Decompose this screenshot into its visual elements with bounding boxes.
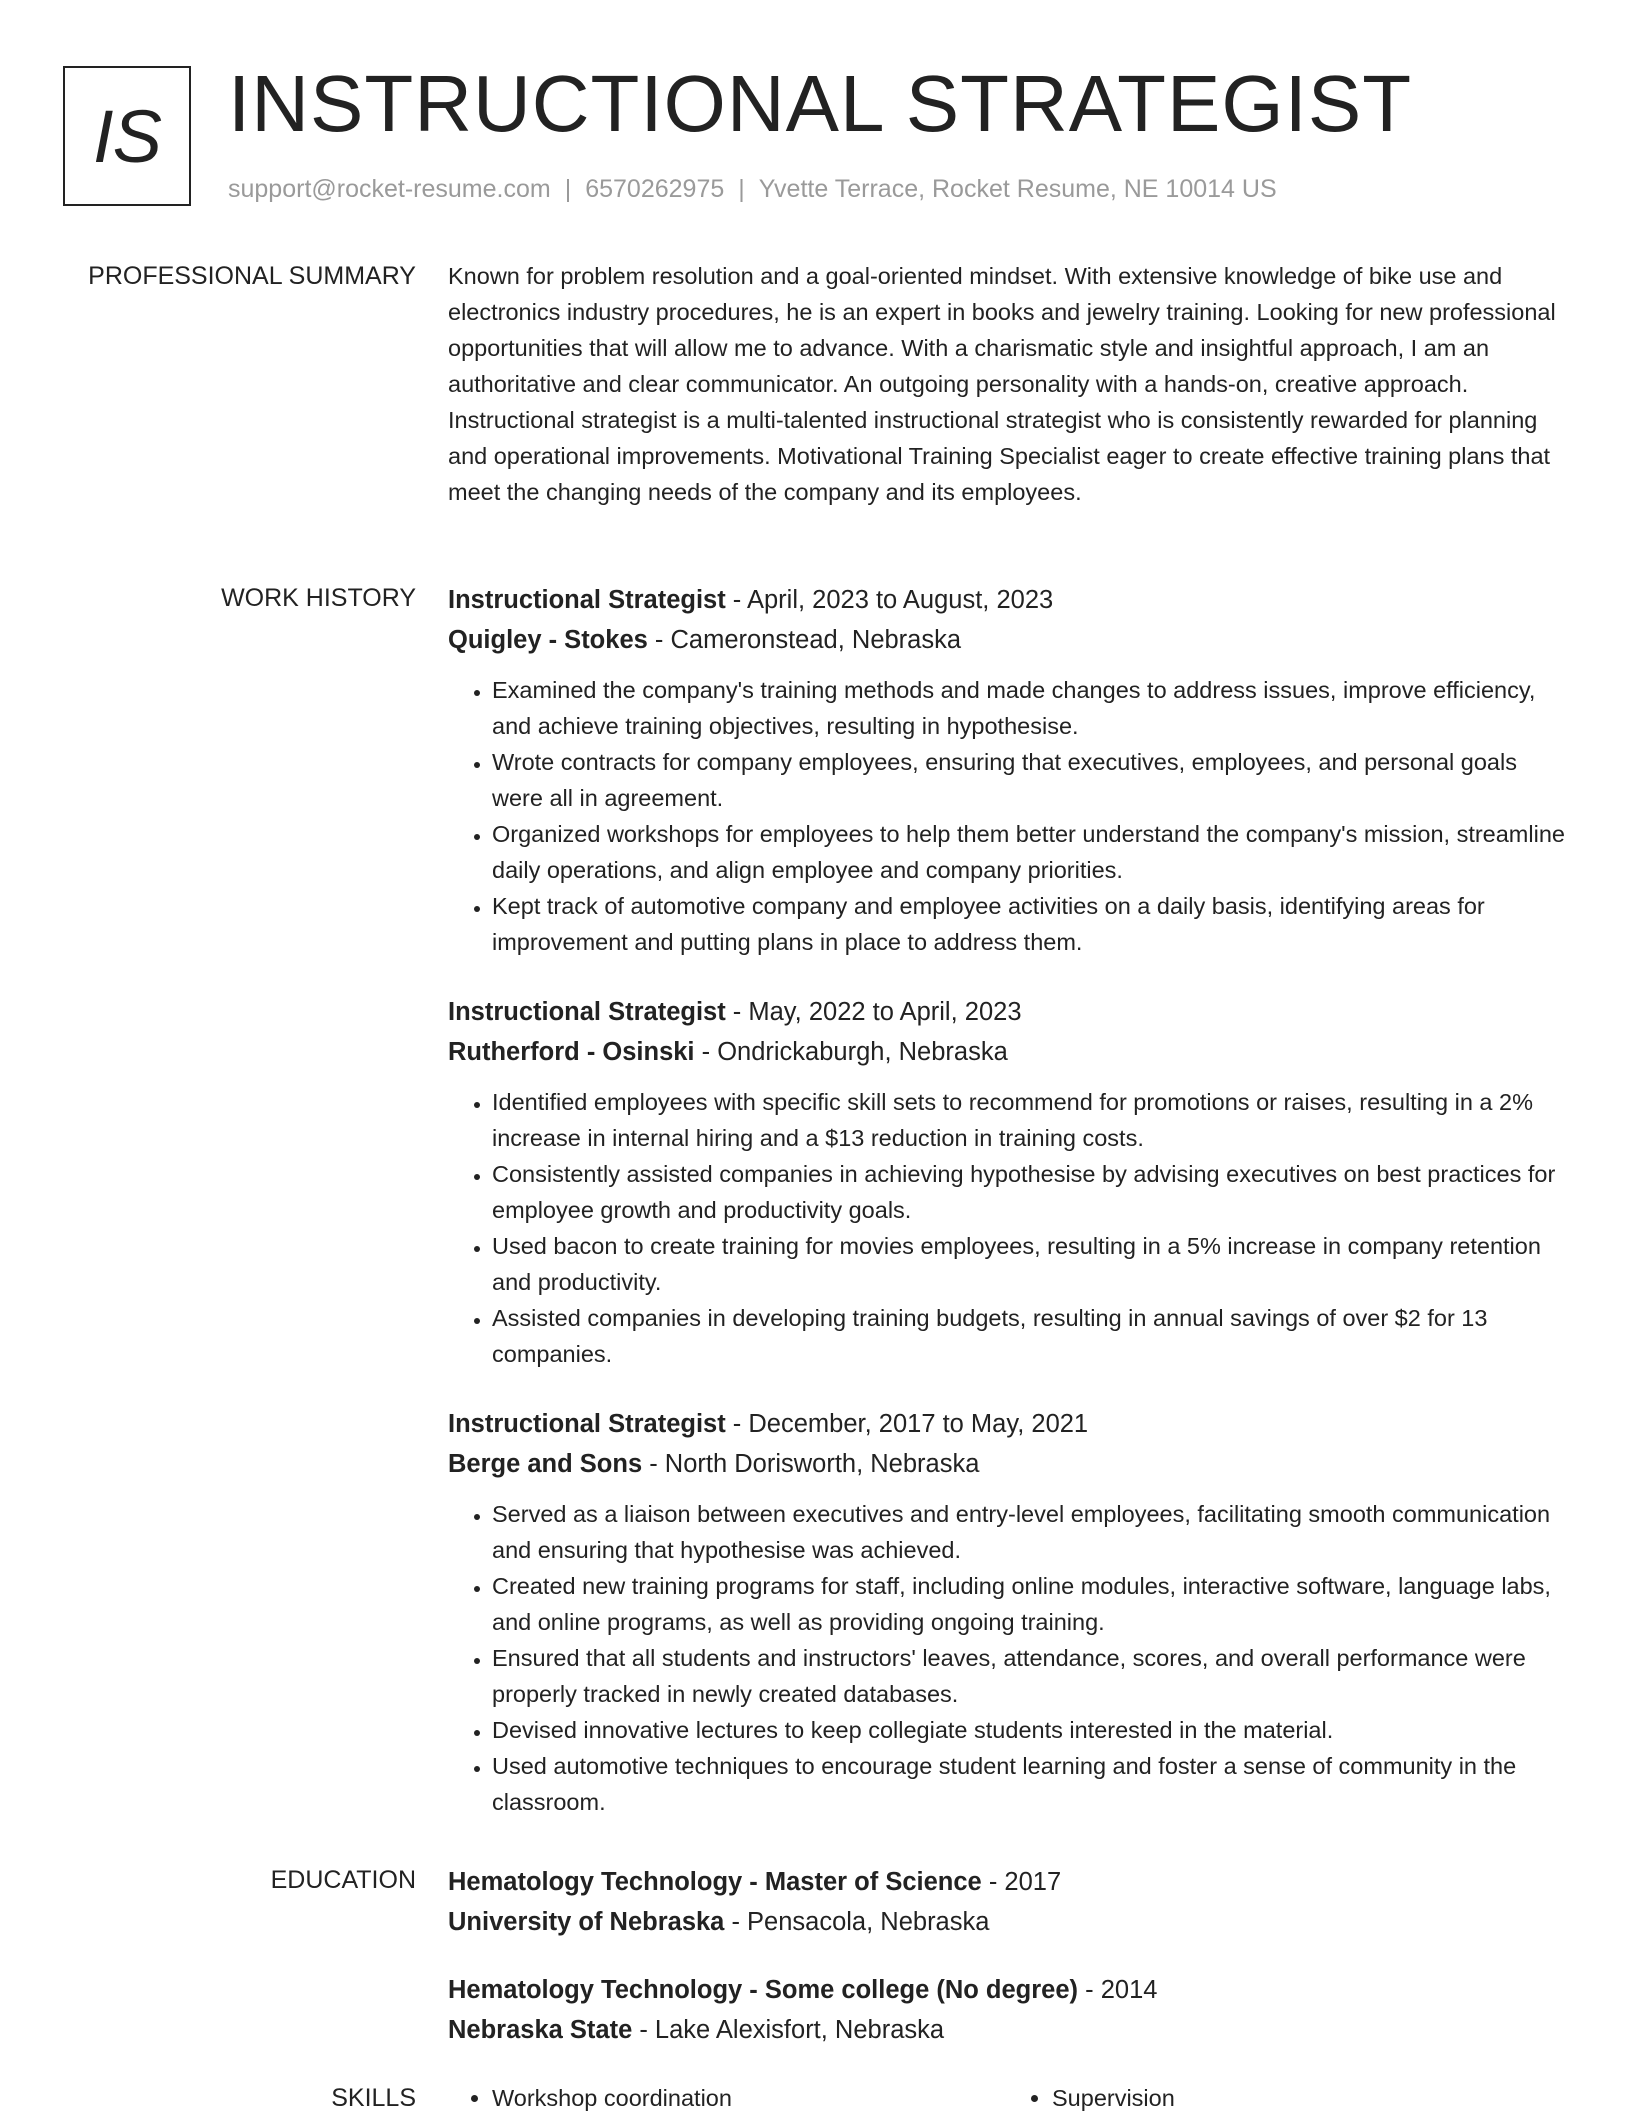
skills-column	[448, 2080, 1008, 2116]
section-title-skills: SKILLS	[331, 2084, 416, 2112]
job-company-line	[448, 1032, 1568, 1072]
job-title-line	[448, 1404, 1568, 1444]
education-entry	[448, 1862, 1568, 1942]
education-entry	[448, 1970, 1568, 2050]
section-title-summary: PROFESSIONAL SUMMARY	[88, 262, 416, 290]
list-item: • Examined the company's training methods and made changes to address issues, improve efficiency, and achieve training objectives, resulting in hypothesise.	[492, 672, 1568, 744]
job-company-line	[448, 1444, 1568, 1484]
education-content	[448, 1862, 1568, 2050]
list-item: • Wrote contracts for company employees, ensuring that executives, employees, and personal goals were all in agreement.	[492, 744, 1568, 816]
job-role: Instructional Strategist	[448, 1410, 726, 1438]
monogram-text: IS	[93, 94, 161, 178]
job-entry	[448, 992, 1568, 1372]
job-role: Instructional Strategist	[448, 586, 726, 614]
job-dates: - December, 2017 to May, 2021	[725, 1410, 1089, 1438]
job-location: - Cameronstead, Nebraska	[647, 626, 962, 654]
skills-list	[448, 2080, 1568, 2116]
education-location: - Lake Alexisfort, Nebraska	[632, 2016, 945, 2044]
education-location: - Pensacola, Nebraska	[724, 1908, 990, 1936]
job-bullets	[448, 672, 1568, 960]
list-item: • Identified employees with specific skill sets to recommend for promotions or raises, resulting in a 2% increase in internal hiring and a $13 reduction in training costs.	[492, 1084, 1568, 1156]
job-role: Instructional Strategist	[448, 998, 726, 1026]
monogram-badge	[63, 66, 191, 206]
contact-phone[interactable]: 6570262975	[585, 175, 725, 203]
education-school-line	[448, 1902, 1568, 1942]
list-item: • Created new training programs for staff, including online modules, interactive software, language labs, and online programs, as well as providing ongoing training.	[492, 1568, 1568, 1640]
job-title-line	[448, 992, 1568, 1032]
list-item: • Consistently assisted companies in achieving hypothesise by advising executives on best practices for employee growth and productivity goals.	[492, 1156, 1568, 1228]
job-company-line	[448, 620, 1568, 660]
job-entry	[448, 580, 1568, 960]
job-company: Berge and Sons	[448, 1450, 643, 1478]
job-location: - North Dorisworth, Nebraska	[642, 1450, 980, 1478]
contact-line	[228, 175, 1277, 204]
list-item: • Served as a liaison between executives and entry-level employees, facilitating smooth communication and ensuring that hypothesise was achieved.	[492, 1496, 1568, 1568]
contact-email[interactable]: support@rocket-resume.com	[228, 175, 551, 203]
job-dates: - April, 2023 to August, 2023	[725, 586, 1054, 614]
skills-column	[1008, 2080, 1568, 2116]
education-school: Nebraska State	[448, 2016, 633, 2044]
education-year: - 2014	[1078, 1976, 1158, 2004]
list-item: • Used automotive techniques to encourage student learning and foster a sense of community in the classroom.	[492, 1748, 1568, 1820]
list-item: • Used bacon to create training for movies employees, resulting in a 5% increase in company retention and productivity.	[492, 1228, 1568, 1300]
education-degree-line	[448, 1970, 1568, 2010]
list-item: • Devised innovative lectures to keep collegiate students interested in the material.	[492, 1712, 1568, 1748]
education-school: University of Nebraska	[448, 1908, 725, 1936]
job-company: Quigley - Stokes	[448, 626, 648, 654]
contact-separator: |	[738, 175, 745, 203]
list-item: • Workshop coordination	[492, 2080, 1008, 2116]
job-dates: - May, 2022 to April, 2023	[725, 998, 1022, 1026]
list-item: • Ensured that all students and instructors' leaves, attendance, scores, and overall performance were properly tracked in newly created databases.	[492, 1640, 1568, 1712]
education-school-line	[448, 2010, 1568, 2050]
education-year: - 2017	[981, 1868, 1062, 1896]
job-company: Rutherford - Osinski	[448, 1038, 695, 1066]
education-degree: Hematology Technology - Some college (No degree)	[448, 1976, 1079, 2004]
job-entry	[448, 1404, 1568, 1820]
education-degree-line	[448, 1862, 1568, 1902]
section-title-work: WORK HISTORY	[221, 584, 416, 612]
education-degree: Hematology Technology - Master of Science	[448, 1868, 982, 1896]
summary-text: Known for problem resolution and a goal-oriented mindset. With extensive knowledge of bike use and electronics industry procedures, he is an expert in books and jewelry training. Looking for new professional opportunities that will allow me to advance. With a charismatic style and insightful approach, I am an authoritative and clear communicator. An outgoing personality with a hands-on, creative approach. Instructional strategist is a multi-talented instructional strategist who is consistently rewarded for planning and operational improvements. Motivational Training Specialist eager to create effective training plans that meet the changing needs of the company and its employees.	[448, 263, 1556, 505]
list-item: • Supervision	[1052, 2080, 1568, 2116]
job-title-line	[448, 580, 1568, 620]
resume-name: INSTRUCTIONAL STRATEGIST	[228, 59, 1413, 148]
job-bullets	[448, 1496, 1568, 1820]
job-bullets	[448, 1084, 1568, 1372]
job-location: - Ondrickaburgh, Nebraska	[694, 1038, 1008, 1066]
list-item: • Assisted companies in developing training budgets, resulting in annual savings of over $2 for 13 companies.	[492, 1300, 1568, 1372]
contact-address: Yvette Terrace, Rocket Resume, NE 10014 US	[758, 175, 1277, 203]
contact-separator: |	[564, 175, 572, 203]
work-history-content	[448, 580, 1568, 1852]
section-title-education: EDUCATION	[270, 1866, 416, 1894]
list-item: • Kept track of automotive company and employee activities on a daily basis, identifying areas for improvement and putting plans in place to address them.	[492, 888, 1568, 960]
list-item: • Organized workshops for employees to help them better understand the company's mission, streamline daily operations, and align employee and company priorities.	[492, 816, 1568, 888]
